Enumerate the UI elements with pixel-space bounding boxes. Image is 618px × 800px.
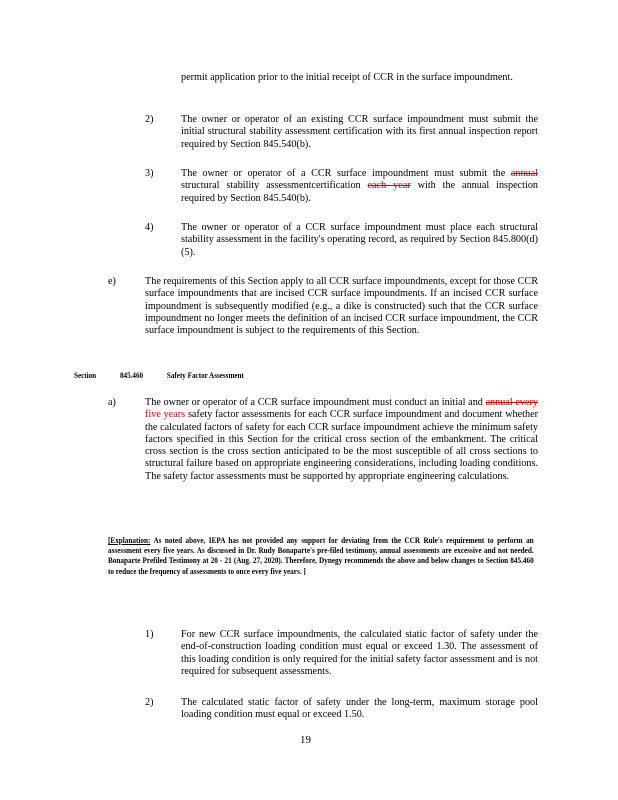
deleted-text: annual every: [485, 397, 539, 408]
para-e-number: e): [108, 276, 116, 287]
deleted-text: each year: [367, 180, 411, 192]
sub-1-number: 1): [145, 629, 154, 640]
sub-2-number: 2): [145, 697, 154, 708]
inserted-text: five years: [145, 409, 186, 421]
explanation-note: [Explanation: As noted above, IEPA has not provided any support for deviating from the CCR Rule's requirement to perform an assessment every five years. As discussed in Dr. Rudy Bonaparte's pre-filed testimony, annual assessments are excessive and not needed. Bonaparte Prefiled Testimony at 20 - 21 (Aug. 27, 2020). Therefore, Dynegy recommends the above and below changes to Section 845.460 to reduce the frequency of assessments to once every five years. ]: [108, 536, 534, 576]
section-heading: [74, 371, 244, 380]
item-2-text: The owner or operator of an existing CCR surface impoundment must submit the initial structural stability assessment certification with its first annual inspection report required by Section 845.540(b).: [181, 114, 538, 150]
para-a-number: a): [108, 397, 116, 408]
section-number: 845.460: [119, 371, 144, 380]
item-4-number: 4): [145, 222, 154, 233]
page-number: 19: [300, 734, 311, 746]
section-label: Section: [74, 371, 97, 380]
item-3-number: 3): [145, 168, 154, 179]
para-a-text: The owner or operator of a CCR surface impoundment must conduct an initial and annual every five years safety factor assessments for each CCR surface impoundment and document whether the calculated factors of safety for each CCR surface impoundment achieve the minimum safety factors specified in this Section for the critical cross section of the embankment. The critical cross section is the cross section anticipated to be the most susceptible of all cross sections to structural failure based on appropriate engineering considerations, including loading conditions. The safety factor assessments must be supported by appropriate engineering calculations.: [145, 397, 539, 482]
item-4-text: The owner or operator of a CCR surface impoundment must place each structural stability assessment in the facility's operating record, as required by Section 845.800(d)(5).: [181, 222, 538, 258]
para-e-text: The requirements of this Section apply to all CCR surface impoundments, except for those CCR surface impoundments that are incised CCR surface impoundments. If an incised CCR surface impoundment is subsequently modified (e.g., a dike is constructed) such that the CCR surface impoundment no longer meets the definition of an incised CCR surface impoundment, the CCR surface impoundment is subject to the requirements of this Section.: [145, 276, 538, 337]
item-3-text: The owner or operator of a CCR surface impoundment must submit the annual structural stability assessmentcertification each year with the annual inspection required by Section 845.540(b).: [181, 168, 539, 204]
continuation-text: permit application prior to the initial receipt of CCR in the surface impoundment.: [181, 72, 513, 83]
item-2-number: 2): [145, 114, 154, 125]
sub-2-text: The calculated static factor of safety under the long-term, maximum storage pool loading condition must equal or exceed 1.50.: [181, 697, 538, 721]
explanation-label: [Explanation:: [108, 536, 151, 545]
sub-1-text: For new CCR surface impoundments, the calculated static factor of safety under the end-of-construction loading condition must equal or exceed 1.30. The assessment of this loading condition is only required for the initial safety factor assessment and is not required for subsequent assessments.: [181, 629, 538, 677]
section-title: Safety Factor Assessment: [166, 371, 244, 380]
deleted-text: annual: [510, 168, 538, 179]
